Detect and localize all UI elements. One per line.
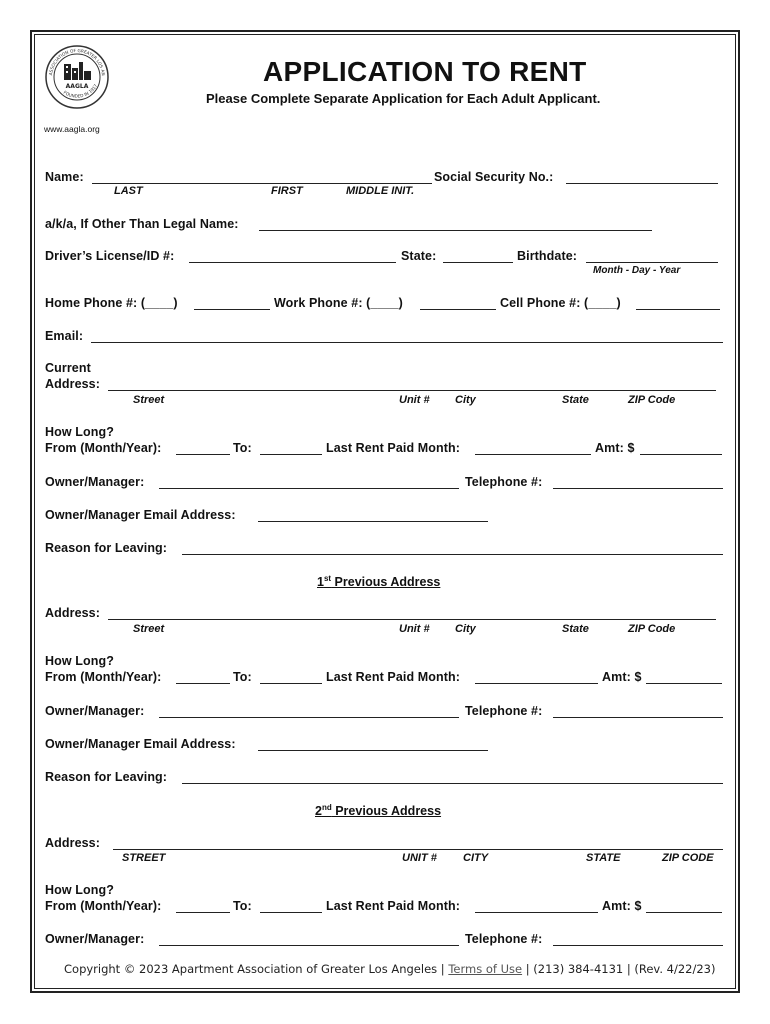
page-subtitle: Please Complete Separate Application for Each Adult Applicant. bbox=[206, 91, 601, 106]
prev2-amt-label: Amt: $ bbox=[602, 899, 642, 913]
current-telephone-field[interactable] bbox=[553, 488, 723, 489]
email-field[interactable] bbox=[91, 342, 723, 343]
prev2-last-rent-label: Last Rent Paid Month: bbox=[326, 899, 461, 913]
current-city-sublabel: City bbox=[455, 394, 476, 406]
home-phone-label: Home Phone #: (____) bbox=[45, 296, 178, 310]
prev1-owner-email-label: Owner/Manager Email Address: bbox=[45, 737, 236, 751]
prev1-owner-field[interactable] bbox=[159, 717, 459, 718]
prev2-street-sublabel: STREET bbox=[122, 852, 166, 864]
current-reason-label: Reason for Leaving: bbox=[45, 541, 168, 555]
prev2-to-field[interactable] bbox=[260, 912, 322, 913]
ssn-field[interactable] bbox=[566, 183, 718, 184]
prev1-from-field[interactable] bbox=[176, 683, 230, 684]
prev1-telephone-label: Telephone #: bbox=[465, 704, 543, 718]
current-how-long-label: How Long? bbox=[45, 425, 114, 439]
current-label: Current bbox=[45, 361, 91, 375]
prev2-state-sublabel: STATE bbox=[586, 852, 621, 864]
work-phone-label: Work Phone #: (____) bbox=[274, 296, 403, 310]
prev1-address-field[interactable] bbox=[108, 619, 716, 620]
prev1-state-sublabel: State bbox=[562, 623, 589, 635]
prev2-from-field[interactable] bbox=[176, 912, 230, 913]
home-phone-field[interactable] bbox=[194, 309, 270, 310]
current-street-sublabel: Street bbox=[133, 394, 165, 406]
ssn-label: Social Security No.: bbox=[434, 170, 554, 184]
aagla-logo bbox=[44, 44, 110, 110]
prev2-telephone-label: Telephone #: bbox=[465, 932, 543, 946]
current-zip-sublabel: ZIP Code bbox=[628, 394, 676, 406]
cell-phone-field[interactable] bbox=[636, 309, 720, 310]
prev2-how-long-label: How Long? bbox=[45, 883, 114, 897]
current-from-label: From (Month/Year): bbox=[45, 441, 162, 455]
prev2-city-sublabel: CITY bbox=[463, 852, 489, 864]
svg-text:ASSOCIATION OF GREATER LOS ANG: ASSOCIATION OF GREATER LOS AN bbox=[49, 48, 106, 77]
birthdate-label: Birthdate: bbox=[517, 249, 578, 263]
email-label: Email: bbox=[45, 329, 84, 343]
dl-field[interactable] bbox=[189, 262, 396, 263]
prev2-from-label: From (Month/Year): bbox=[45, 899, 162, 913]
svg-text:AAGLA: AAGLA bbox=[65, 83, 89, 90]
current-owner-label: Owner/Manager: bbox=[45, 475, 145, 489]
prev1-amt-label: Amt: $ bbox=[602, 670, 642, 684]
work-phone-field[interactable] bbox=[420, 309, 496, 310]
website: www.aagla.org bbox=[44, 124, 100, 134]
name-field[interactable] bbox=[92, 183, 432, 184]
birthdate-hint: Month - Day - Year bbox=[593, 265, 681, 276]
prev2-owner-label: Owner/Manager: bbox=[45, 932, 145, 946]
prev1-unit-sublabel: Unit # bbox=[399, 623, 430, 635]
current-amt-field[interactable] bbox=[640, 454, 722, 455]
prev1-owner-label: Owner/Manager: bbox=[45, 704, 145, 718]
current-telephone-label: Telephone #: bbox=[465, 475, 543, 489]
prev2-telephone-field[interactable] bbox=[553, 945, 723, 946]
prev1-to-label: To: bbox=[233, 670, 252, 684]
current-owner-field[interactable] bbox=[159, 488, 459, 489]
current-to-label: To: bbox=[233, 441, 252, 455]
cell-phone-label: Cell Phone #: (____) bbox=[500, 296, 621, 310]
state-label: State: bbox=[401, 249, 437, 263]
current-to-field[interactable] bbox=[260, 454, 322, 455]
prev1-owner-email-field[interactable] bbox=[258, 750, 488, 751]
prev2-address-label: Address: bbox=[45, 836, 100, 850]
current-unit-sublabel: Unit # bbox=[399, 394, 430, 406]
dl-state-field[interactable] bbox=[443, 262, 513, 263]
prev2-address-field[interactable] bbox=[113, 849, 723, 850]
middle-sublabel: MIDDLE INIT. bbox=[346, 185, 415, 197]
prev1-telephone-field[interactable] bbox=[553, 717, 723, 718]
svg-text:FOUNDED IN 1917: FOUNDED IN 1917 bbox=[62, 83, 100, 100]
footer-copyright: Copyright © 2023 Apartment Association of Greater Los Angeles | bbox=[64, 962, 449, 976]
prev1-city-sublabel: City bbox=[455, 623, 476, 635]
prev2-to-label: To: bbox=[233, 899, 252, 913]
prev1-how-long-label: How Long? bbox=[45, 654, 114, 668]
terms-of-use-link[interactable]: Terms of Use bbox=[448, 962, 523, 976]
prev2-heading: 2nd Previous Address bbox=[315, 803, 442, 819]
last-sublabel: LAST bbox=[114, 185, 143, 197]
prev1-street-sublabel: Street bbox=[133, 623, 165, 635]
prev1-address-label: Address: bbox=[45, 606, 100, 620]
first-sublabel: FIRST bbox=[271, 185, 303, 197]
current-amt-label: Amt: $ bbox=[595, 441, 635, 455]
current-address-field[interactable] bbox=[108, 390, 716, 391]
prev2-last-rent-field[interactable] bbox=[475, 912, 598, 913]
prev1-reason-label: Reason for Leaving: bbox=[45, 770, 168, 784]
current-reason-field[interactable] bbox=[182, 554, 723, 555]
aka-label: a/k/a, If Other Than Legal Name: bbox=[45, 217, 239, 231]
prev1-heading: 1st Previous Address bbox=[317, 574, 441, 590]
prev1-amt-field[interactable] bbox=[646, 683, 722, 684]
birthdate-field[interactable] bbox=[586, 262, 718, 263]
dl-label: Driver’s License/ID #: bbox=[45, 249, 175, 263]
prev2-unit-sublabel: UNIT # bbox=[402, 852, 437, 864]
prev2-amt-field[interactable] bbox=[646, 912, 722, 913]
prev2-zip-sublabel: ZIP CODE bbox=[662, 852, 714, 864]
prev1-last-rent-label: Last Rent Paid Month: bbox=[326, 670, 461, 684]
current-state-sublabel: State bbox=[562, 394, 589, 406]
current-from-field[interactable] bbox=[176, 454, 230, 455]
footer bbox=[64, 962, 715, 976]
footer-contact: | (213) 384-4131 | (Rev. 4/22/23) bbox=[522, 962, 716, 976]
current-address-label: Address: bbox=[45, 377, 100, 391]
prev2-owner-field[interactable] bbox=[159, 945, 459, 946]
current-owner-email-label: Owner/Manager Email Address: bbox=[45, 508, 236, 522]
prev1-zip-sublabel: ZIP Code bbox=[628, 623, 676, 635]
name-label: Name: bbox=[45, 170, 84, 184]
prev1-from-label: From (Month/Year): bbox=[45, 670, 162, 684]
prev1-reason-field[interactable] bbox=[182, 783, 723, 784]
aka-field[interactable] bbox=[259, 230, 652, 231]
page-title: APPLICATION TO RENT bbox=[263, 56, 587, 87]
prev1-to-field[interactable] bbox=[260, 683, 322, 684]
current-owner-email-field[interactable] bbox=[258, 521, 488, 522]
current-last-rent-label: Last Rent Paid Month: bbox=[326, 441, 461, 455]
current-last-rent-field[interactable] bbox=[475, 454, 591, 455]
prev1-last-rent-field[interactable] bbox=[475, 683, 598, 684]
